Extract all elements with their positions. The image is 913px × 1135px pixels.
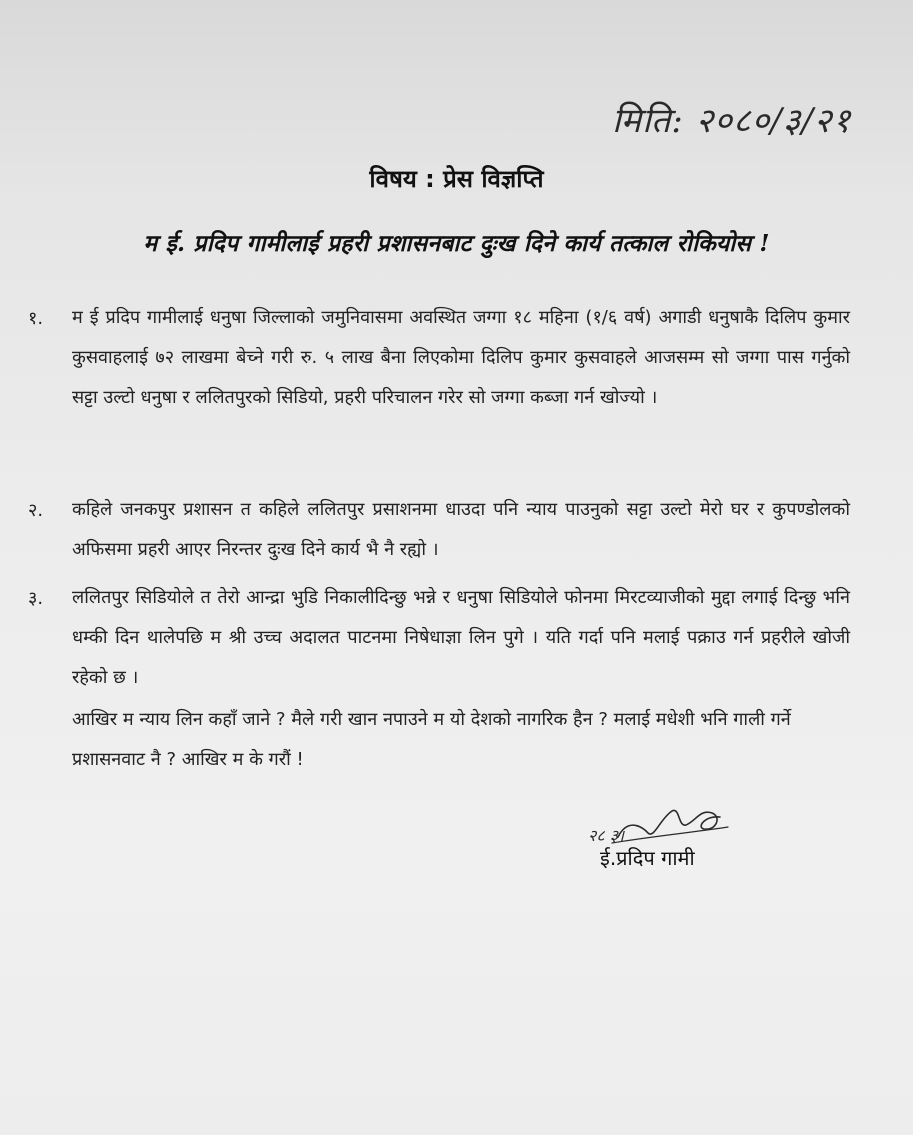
closing-paragraph: आखिर म न्याय लिन कहाँ जाने ? मैले गरी खान नपाउने म यो देशको नागरिक हैन ? मलाई मधेशी भनि गाली गर्ने प्रशासनवाट नै ? आखिर म के गरौं ! [72,709,791,770]
point-item-2 [0,490,913,578]
point-item-3 [0,578,913,698]
point-number: २. [28,500,44,521]
date-text: मिति: २०८०/३/२१ [612,101,852,141]
point-item-1 [0,298,913,490]
signature-date: २८ ३। [588,826,625,845]
point-text: म ई प्रदिप गामीलाई धनुषा जिल्लाको जमुनिवासमा अवस्थित जग्गा १८ महिना (१/६ वर्ष) अगाडी धनुषाकै दिलिप कुमार कुसवाहलाई ७२ लाखमा बेच्ने गरी रु. ५ लाख बैना लिएकोमा दिलिप कुमार कुसवाहले आजसम्म सो जग्गा पास गर्नुको सट्टा उल्टो धनुषा र ललितपुरको सिडियो, प्रहरी परिचालन गरेर सो जग्गा कब्जा गर्न खोज्यो । [72,307,850,408]
point-number: ३. [28,588,44,609]
point-number: १. [28,308,44,329]
point-text: ललितपुर सिडियोले त तेरो आन्द्रा भुडि निकालीदिन्छु भन्ने र धनुषा सिडियोले फोनमा मिरटव्याजीको मुद्दा लगाई दिन्छु भनि धम्की दिन थालेपछि म श्री उच्च अदालत पाटनमा निषेधाज्ञा लिन पुगे । यति गर्दा पनि मलाई पक्राउ गर्न प्रहरीले खोजी रहेको छ । [72,587,850,688]
headline: म ई. प्रदिप गामीलाई प्रहरी प्रशासनबाट दुःख दिने कार्य तत्काल रोकियोस ! [143,230,770,257]
date-line [612,92,902,154]
points-list [0,298,913,698]
subject-heading: विषय : प्रेस विज्ञप्ति [369,165,544,193]
point-text: कहिले जनकपुर प्रशासन त कहिले ललितपुर प्रसाशनमा धाउदा पनि न्याय पाउनुको सट्टा उल्टो मेरो घर र कुपण्डोलको अफिसमा प्रहरी आएर निरन्तर दुःख दिने कार्य भै नै रह्यो । [72,499,850,560]
signatory-name: ई.प्रदिप गामी [600,846,695,870]
